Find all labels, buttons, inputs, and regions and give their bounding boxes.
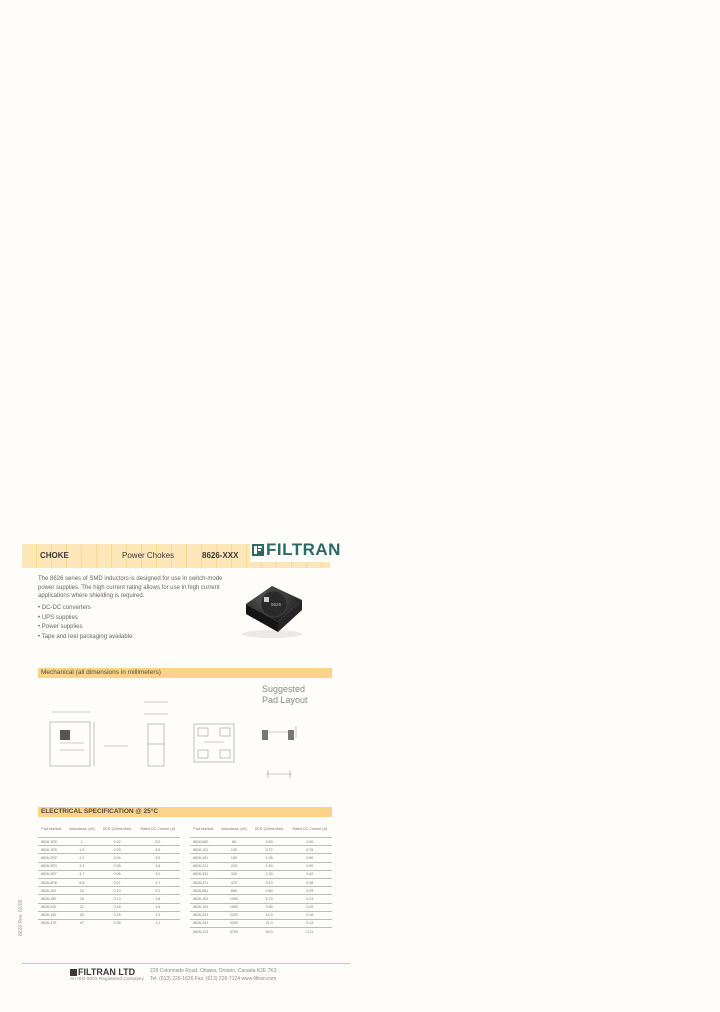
table-cell: 2200 bbox=[217, 911, 250, 919]
footer-brand bbox=[70, 967, 135, 977]
filtran-mark-icon bbox=[70, 969, 77, 976]
table-cell: 2.2 bbox=[136, 887, 180, 895]
footer-rule bbox=[22, 963, 350, 964]
table-cell: 0.75 bbox=[288, 846, 332, 854]
table-cell: 9.80 bbox=[251, 903, 288, 911]
table-cell: 0.35 bbox=[288, 878, 332, 886]
table-cell: 4.60 bbox=[251, 887, 288, 895]
table-cell: 1.50 bbox=[251, 862, 288, 870]
mechanical-drawing bbox=[38, 680, 334, 780]
table-cell: 8626-331 bbox=[190, 870, 217, 878]
table-cell: 1.8 bbox=[136, 895, 180, 903]
table-cell: 8626-220 bbox=[38, 903, 65, 911]
table-cell: 33 bbox=[65, 911, 98, 919]
feature-item: • Power supplies bbox=[38, 623, 132, 633]
table-row bbox=[190, 919, 332, 927]
table-cell: 8626-4R7 bbox=[38, 870, 65, 878]
table-cell: 0.35 bbox=[99, 919, 136, 927]
table-row bbox=[190, 838, 332, 846]
footer-brand-name: FILTRAN LTD bbox=[78, 967, 136, 977]
table-cell: 8626-222 bbox=[190, 911, 217, 919]
table-cell: 0.42 bbox=[288, 870, 332, 878]
table-cell: 3.10 bbox=[251, 878, 288, 886]
table-cell: 220 bbox=[217, 862, 250, 870]
table-cell: 4700 bbox=[217, 928, 250, 936]
electrical-title: ELECTRICAL SPECIFICATION @ 25°C bbox=[41, 808, 159, 815]
brand-name: FILTRAN bbox=[266, 540, 341, 559]
table-row bbox=[38, 846, 180, 854]
table-cell: 2.20 bbox=[251, 870, 288, 878]
table-cell: 3.6 bbox=[136, 862, 180, 870]
table-cell: 8626-332 bbox=[190, 919, 217, 927]
column-header: Rated DC Current (A) bbox=[140, 826, 176, 831]
mechanical-header bbox=[38, 668, 332, 678]
table-cell: 4.0 bbox=[136, 854, 180, 862]
table-cell: 1.5 bbox=[136, 903, 180, 911]
footer-iso: An ISO 9001 Registered Company bbox=[70, 977, 144, 982]
intro-text: The 8626 series of SMD inductors is designed for use in switch-mode power supplies. The high current rating allows for use in high current applications where shielding is required. bbox=[38, 576, 223, 600]
table-row bbox=[38, 911, 180, 919]
column-header: Inductance (uH) bbox=[69, 826, 95, 831]
table-cell: 8626-680 bbox=[190, 838, 217, 846]
table-cell: 8626-1R0 bbox=[38, 838, 65, 846]
table-cell: 5.0 bbox=[136, 838, 180, 846]
table-row bbox=[190, 928, 332, 936]
table-row bbox=[38, 887, 180, 895]
table-row bbox=[190, 911, 332, 919]
series-label: 8626-XXX bbox=[202, 551, 239, 560]
table-cell: 6.70 bbox=[251, 895, 288, 903]
table-cell: 8626-151 bbox=[190, 854, 217, 862]
table-cell: 14.0 bbox=[251, 911, 288, 919]
table-cell: 8626-330 bbox=[38, 911, 65, 919]
table-cell: 3.0 bbox=[136, 870, 180, 878]
electrical-header bbox=[38, 807, 332, 817]
table-row bbox=[190, 887, 332, 895]
table-row bbox=[38, 862, 180, 870]
table-row bbox=[190, 870, 332, 878]
table-cell: 8626-3R3 bbox=[38, 862, 65, 870]
spec-table-left bbox=[38, 821, 180, 927]
table-cell: 2.7 bbox=[136, 878, 180, 886]
feature-item: • DC-DC converters bbox=[38, 604, 132, 614]
table-cell: 0.03 bbox=[99, 846, 136, 854]
table-cell: 0.50 bbox=[251, 838, 288, 846]
spec-table-right-body bbox=[190, 838, 332, 936]
table-cell: 10 bbox=[65, 887, 98, 895]
table-cell: 1.1 bbox=[136, 919, 180, 927]
table-header-row bbox=[190, 821, 332, 838]
table-cell: 8626-472 bbox=[190, 928, 217, 936]
feature-item: • UPS supplies bbox=[38, 614, 132, 624]
filtran-logo-icon bbox=[252, 544, 264, 556]
table-cell: 100 bbox=[217, 846, 250, 854]
table-cell: 8626-221 bbox=[190, 862, 217, 870]
table-cell: 8626-152 bbox=[190, 903, 217, 911]
table-cell: 8626-2R2 bbox=[38, 854, 65, 862]
table-cell: 0.29 bbox=[288, 887, 332, 895]
spec-table-right bbox=[190, 821, 332, 935]
table-cell: 8626-470 bbox=[38, 919, 65, 927]
table-cell: 0.11 bbox=[288, 928, 332, 936]
table-cell: 15 bbox=[65, 895, 98, 903]
table-cell: 8626-101 bbox=[190, 846, 217, 854]
table-cell: 1 bbox=[65, 838, 98, 846]
table-cell: 0.16 bbox=[288, 911, 332, 919]
category-label: CHOKE bbox=[40, 551, 69, 560]
table-row bbox=[190, 895, 332, 903]
table-row bbox=[38, 870, 180, 878]
table-cell: 0.24 bbox=[288, 895, 332, 903]
table-cell: 3.3 bbox=[65, 862, 98, 870]
table-cell: 22 bbox=[65, 903, 98, 911]
column-header: DCR (Ohms Max) bbox=[254, 826, 284, 831]
footer-address: 229 Colonnade Road, Ottawa, Ontario, Canada K2E 7K3 bbox=[150, 968, 277, 974]
column-header: Inductance (uH) bbox=[221, 826, 247, 831]
table-cell: 0.02 bbox=[99, 838, 136, 846]
table-cell: 0.05 bbox=[99, 862, 136, 870]
table-cell: 3300 bbox=[217, 919, 250, 927]
table-cell: 47 bbox=[65, 919, 98, 927]
table-cell: 0.60 bbox=[288, 854, 332, 862]
table-cell: 1.3 bbox=[136, 911, 180, 919]
table-row bbox=[190, 878, 332, 886]
table-cell: 8626-100 bbox=[38, 887, 65, 895]
table-cell: 0.18 bbox=[99, 903, 136, 911]
table-cell: 8626-102 bbox=[190, 895, 217, 903]
pad-layout-label-line2: Pad Layout bbox=[262, 695, 308, 705]
table-row bbox=[190, 846, 332, 854]
table-cell: 4.5 bbox=[136, 846, 180, 854]
table-cell: 1.5 bbox=[65, 846, 98, 854]
table-cell: 21.0 bbox=[251, 919, 288, 927]
table-header-row bbox=[38, 821, 180, 838]
table-cell: 1000 bbox=[217, 895, 250, 903]
revision-note: 8626 Rev. 02/05 bbox=[18, 899, 24, 936]
table-cell: 150 bbox=[217, 854, 250, 862]
table-row bbox=[190, 854, 332, 862]
table-cell: 2.2 bbox=[65, 854, 98, 862]
table-row bbox=[38, 838, 180, 846]
table-cell: 8626-471 bbox=[190, 878, 217, 886]
table-cell: 470 bbox=[217, 878, 250, 886]
table-cell: 0.07 bbox=[99, 878, 136, 886]
table-row bbox=[190, 903, 332, 911]
table-cell: 4.7 bbox=[65, 870, 98, 878]
table-row bbox=[38, 878, 180, 886]
part-marking: 8626 bbox=[271, 602, 282, 607]
footer-contact: Tel: (613) 226-1626 Fax: (613) 226-7124 www.filtran.com bbox=[150, 976, 277, 982]
table-cell: 1500 bbox=[217, 903, 250, 911]
spec-table-left-body bbox=[38, 838, 180, 928]
feature-list bbox=[38, 604, 132, 642]
table-cell: 8626-150 bbox=[38, 895, 65, 903]
table-cell: 8626-6R8 bbox=[38, 878, 65, 886]
table-cell: 0.50 bbox=[288, 862, 332, 870]
table-cell: 680 bbox=[217, 887, 250, 895]
column-header: DCR (Ohms Max) bbox=[102, 826, 132, 831]
table-cell: 8626-681 bbox=[190, 887, 217, 895]
feature-item: • Tape and reel packaging available bbox=[38, 633, 132, 643]
table-cell: 0.06 bbox=[99, 870, 136, 878]
table-cell: 0.13 bbox=[99, 895, 136, 903]
table-cell: 1.05 bbox=[251, 854, 288, 862]
table-cell: 0.90 bbox=[288, 838, 332, 846]
table-row bbox=[38, 903, 180, 911]
table-cell: 0.04 bbox=[99, 854, 136, 862]
column-header: Part Number bbox=[193, 826, 214, 831]
product-line-label: Power Chokes bbox=[122, 551, 175, 560]
table-row bbox=[190, 862, 332, 870]
table-cell: 8626-1R5 bbox=[38, 846, 65, 854]
table-cell: 30.0 bbox=[251, 928, 288, 936]
table-cell: 6.8 bbox=[65, 878, 98, 886]
table-row bbox=[38, 919, 180, 927]
pad-layout-label-line1: Suggested bbox=[262, 684, 306, 694]
table-cell: 0.10 bbox=[99, 887, 136, 895]
product-photo bbox=[232, 578, 312, 640]
column-header: Part Number bbox=[41, 826, 62, 831]
mechanical-title: Mechanical (all dimensions in millimeters) bbox=[41, 669, 161, 676]
table-cell: 330 bbox=[217, 870, 250, 878]
table-cell: 0.72 bbox=[251, 846, 288, 854]
table-cell: 0.20 bbox=[288, 903, 332, 911]
filtran-logo bbox=[250, 540, 348, 562]
table-cell: 0.13 bbox=[288, 919, 332, 927]
table-cell: 68 bbox=[217, 838, 250, 846]
table-cell: 0.25 bbox=[99, 911, 136, 919]
table-row bbox=[38, 895, 180, 903]
table-row bbox=[38, 854, 180, 862]
column-header: Rated DC Current (A) bbox=[292, 826, 328, 831]
